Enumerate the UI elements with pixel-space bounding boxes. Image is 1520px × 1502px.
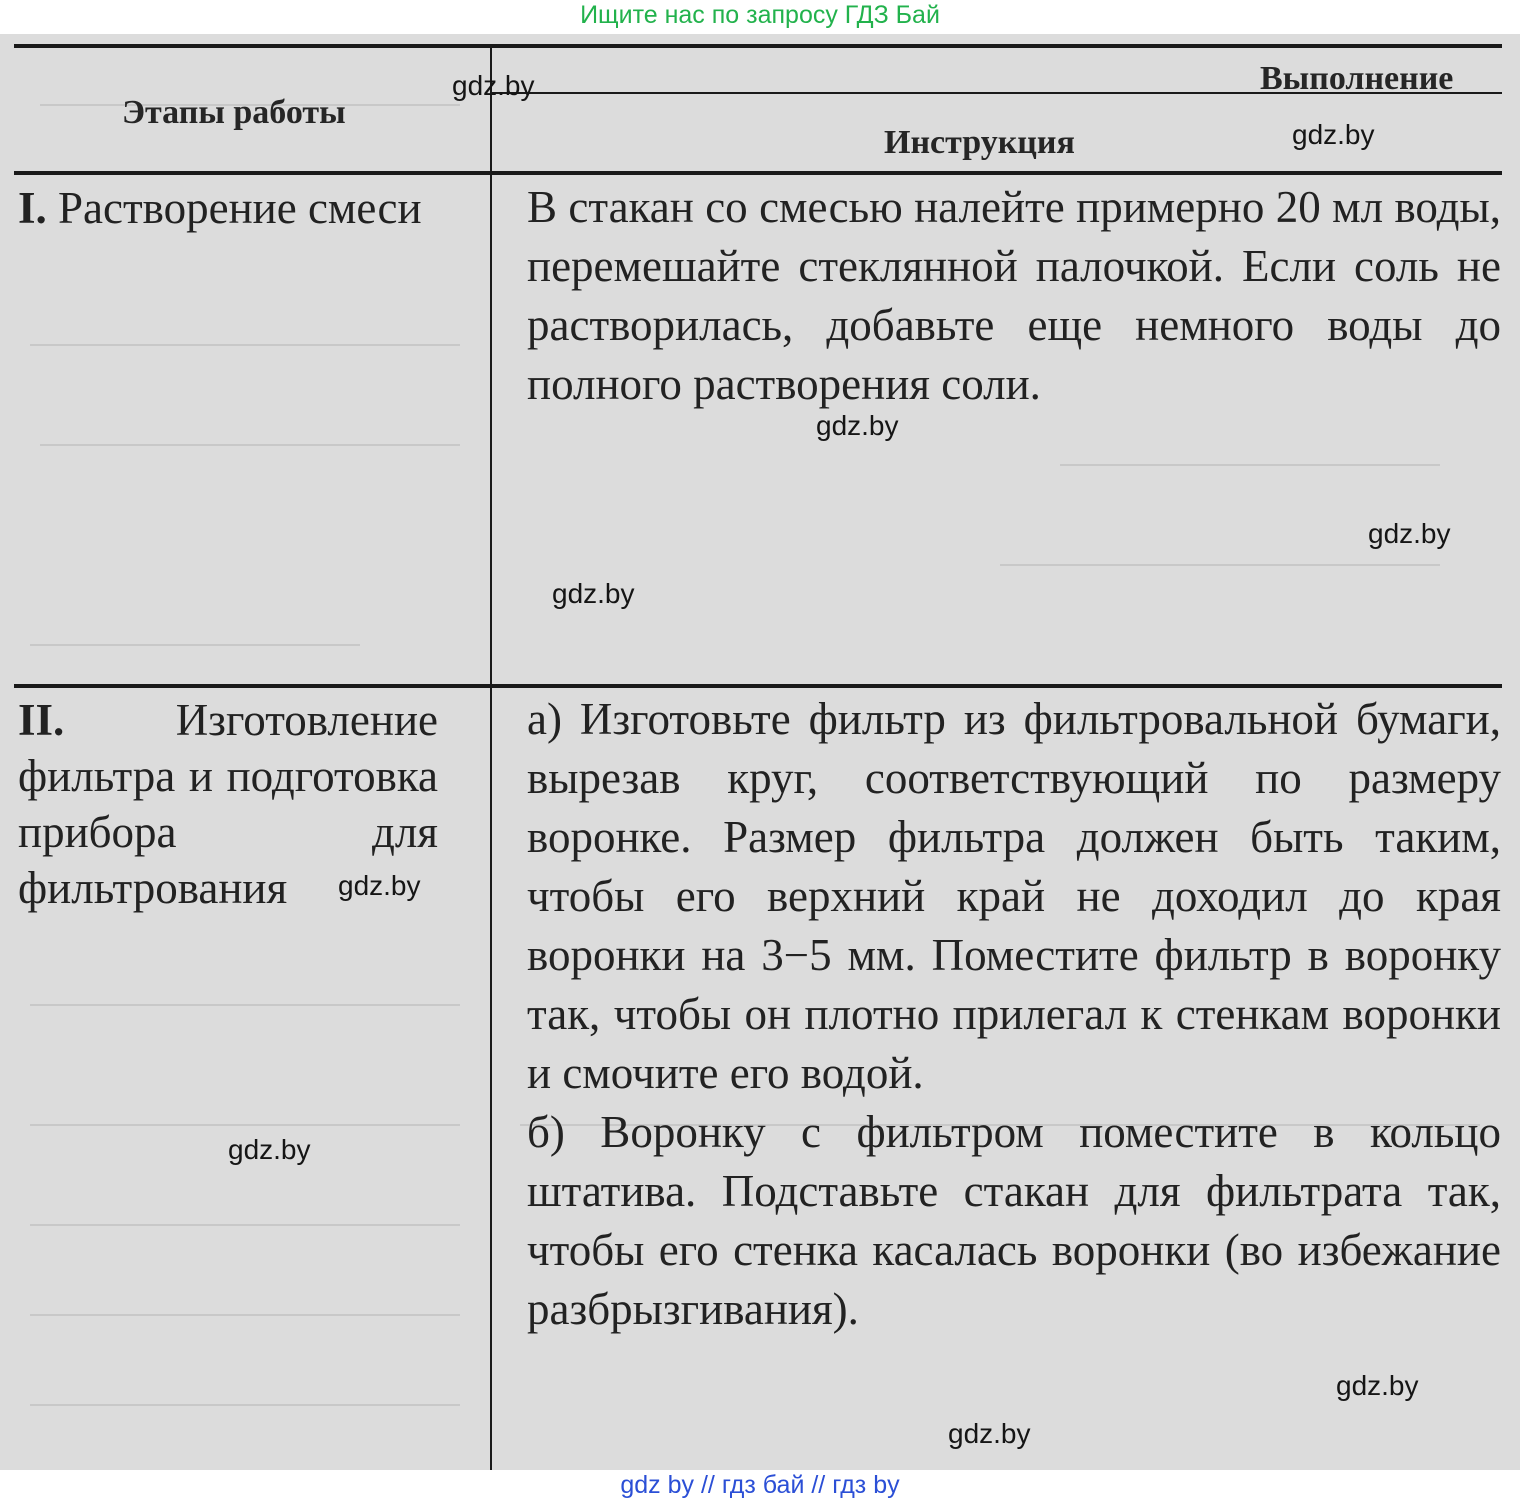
watermark: gdz.by <box>338 870 421 901</box>
watermark: gdz.by <box>816 410 899 441</box>
stage-2-instruction-a: а) Изготовьте фильтр из фильтровальной бумаги, вырезав круг, соответствующий по размеру воронке. Размер фильтра должен быть таким, чтобы его верхний край не доходил до края воронки на 3−5 мм. Поместите фильтр в воронку так, чтобы он плотно прилегал к стенкам воронки и смочите его водой. <box>527 694 1501 1098</box>
bleed-through-line <box>30 344 460 346</box>
header-bottom-rule <box>14 171 1502 175</box>
bleed-through-line <box>30 1404 460 1406</box>
scanned-page <box>0 34 1520 1470</box>
bleed-through-line <box>30 1224 460 1226</box>
stage-1-title: Растворение смеси <box>58 183 422 233</box>
table-top-rule <box>14 44 1502 48</box>
watermark: gdz.by <box>1292 119 1375 150</box>
stage-2-title: Изготовление фильтра и подготовка прибора для фильтрования <box>18 695 438 913</box>
stage-2-number: II. <box>18 695 65 745</box>
row-divider-rule <box>14 684 1502 688</box>
watermark: gdz.by <box>1368 518 1451 549</box>
top-banner: Ищите нас по запросу ГДЗ Бай <box>0 0 1520 34</box>
bleed-through-line <box>1000 564 1440 566</box>
watermark: gdz.by <box>1336 1370 1419 1401</box>
stage-1-instruction-text: В стакан со смесью налейте примерно 20 мл воды, перемешайте стеклянной палочкой. Если соль не растворилась, добавьте еще немного воды до полного растворения соли. <box>527 182 1501 409</box>
column-divider <box>490 44 492 1470</box>
stage-2-instruction <box>527 690 1501 1339</box>
bleed-through-line <box>30 1004 460 1006</box>
watermark: gdz.by <box>452 70 535 101</box>
stage-1-label <box>18 180 458 236</box>
watermark: gdz.by <box>948 1418 1031 1449</box>
stage-1-instruction <box>527 178 1501 414</box>
column-header-execution: Выполнение <box>1260 60 1454 97</box>
bleed-through-line <box>40 444 460 446</box>
bleed-through-line <box>30 1314 460 1316</box>
bleed-through-line <box>30 1124 460 1126</box>
stage-2-instruction-b: б) Воронку с фильтром поместите в кольцо штатива. Подставьте стакан для фильтрата так, чтобы его стенка касалась воронки (во избежание разбрызгивания). <box>527 1107 1501 1334</box>
column-header-instruction: Инструкция <box>884 124 1075 161</box>
bottom-banner: gdz by // гдз бай // гдз by <box>0 1470 1520 1502</box>
bleed-through-line <box>1060 464 1440 466</box>
column-header-stages: Этапы работы <box>122 94 346 131</box>
watermark: gdz.by <box>228 1134 311 1165</box>
watermark: gdz.by <box>552 578 635 609</box>
stage-1-number: I. <box>18 183 47 233</box>
bleed-through-line <box>30 644 360 646</box>
